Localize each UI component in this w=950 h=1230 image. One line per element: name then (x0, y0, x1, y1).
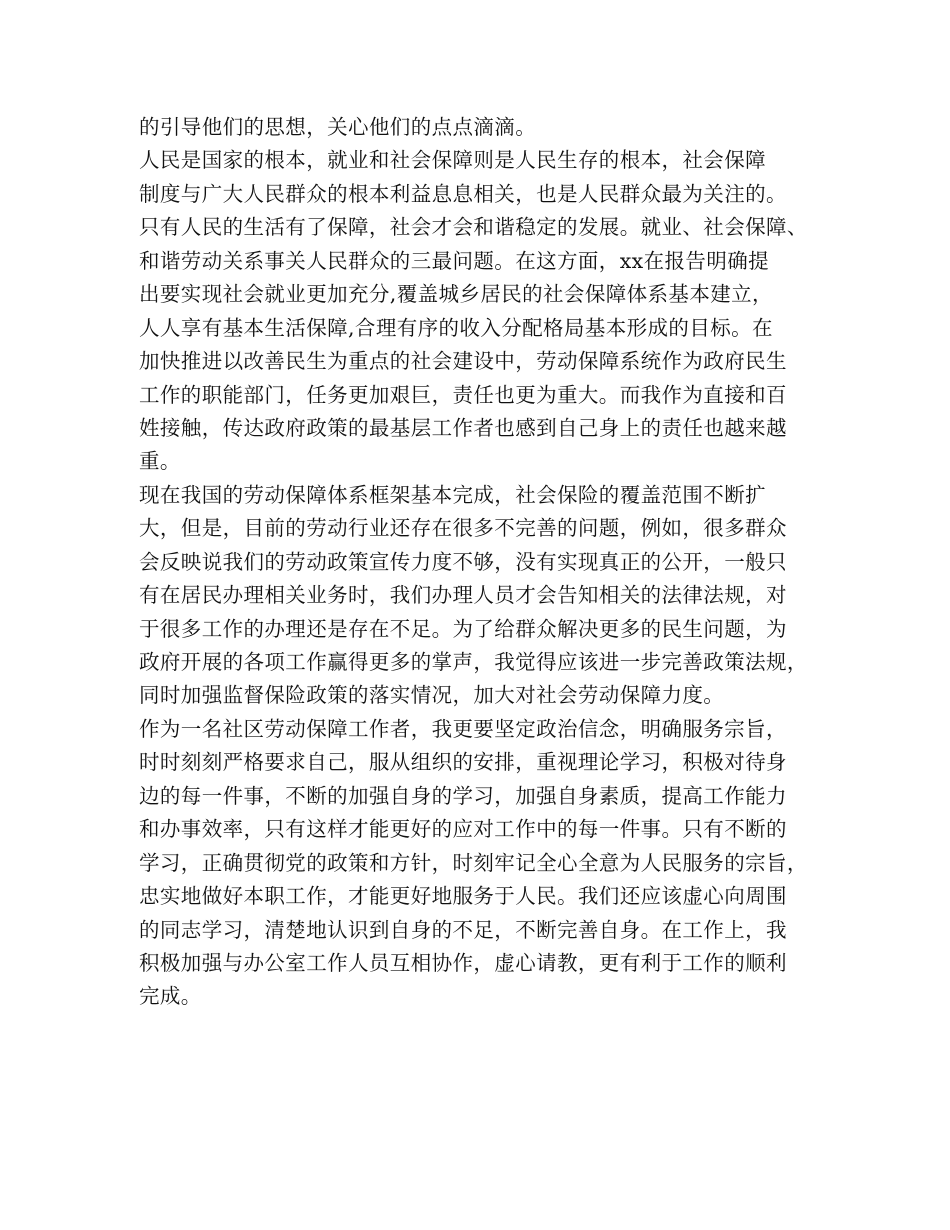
text-line: 有在居民办理相关业务时，我们办理人员才会告知相关的法律法规，对 (139, 583, 787, 608)
document-body (139, 111, 829, 1014)
text-line: 重。 (139, 449, 181, 474)
text-line: 现在我国的劳动保障体系框架基本完成，社会保险的覆盖范围不断扩 (139, 482, 766, 507)
text-line: 和谐劳动关系事关人民群众的三最问题。在这方面，xx在报告明确提 (139, 248, 770, 273)
text-line: 政府开展的各项工作赢得更多的掌声，我觉得应该进一步完善政策法规， (139, 650, 808, 674)
text-line: 工作的职能部门，任务更加艰巨，责任也更为重大。而我作为直接和百 (139, 382, 787, 407)
text-line: 会反映说我们的劳动政策宣传力度不够，没有实现真正的公开，一般只 (139, 549, 787, 574)
text-line: 于很多工作的办理还是存在不足。为了给群众解决更多的民生问题，为 (139, 616, 787, 641)
text-line: 大，但是，目前的劳动行业还存在很多不完善的问题，例如，很多群众 (139, 516, 787, 541)
text-line: 人人享有基本生活保障,合理有序的收入分配格局基本形成的目标。在 (139, 315, 773, 340)
text-line: 积极加强与办公室工作人员互相协作，虚心请教，更有利于工作的顺利 (139, 950, 787, 975)
text-line: 同时加强监督保险政策的落实情况，加大对社会劳动保障力度。 (139, 683, 725, 708)
text-line: 姓接触，传达政府政策的最基层工作者也感到自己身上的责任也越来越 (139, 415, 787, 440)
text-line: 时时刻刻严格要求自己，服从组织的安排，重视理论学习，积极对待身 (139, 750, 787, 775)
text-line: 人民是国家的根本，就业和社会保障则是人民生存的根本，社会保障 (139, 148, 766, 173)
text-line: 的引导他们的思想，关心他们的点点滴滴。 (139, 115, 537, 139)
text-line: 忠实地做好本职工作，才能更好地服务于人民。我们还应该虚心向周围 (139, 884, 787, 909)
text-line: 学习，正确贯彻党的政策和方针，时刻牢记全心全意为人民服务的宗旨， (139, 850, 808, 875)
text-line: 只有人民的生活有了保障，社会才会和谐稳定的发展。就业、社会保障、 (139, 215, 808, 240)
text-line: 完成。 (139, 984, 202, 1009)
text-line: 的同志学习，清楚地认识到自身的不足，不断完善自身。在工作上，我 (139, 917, 787, 942)
text-line: 边的每一件事，不断的加强自身的学习，加强自身素质，提高工作能力 (139, 783, 787, 808)
text-line: 和办事效率，只有这样才能更好的应对工作中的每一件事。只有不断的 (139, 817, 787, 842)
text-line: 制度与广大人民群众的根本利益息息相关，也是人民群众最为关注的。 (139, 181, 787, 206)
text-line: 出要实现社会就业更加充分,覆盖城乡居民的社会保障体系基本建立， (139, 282, 773, 307)
text-line: 作为一名社区劳动保障工作者，我更要坚定政治信念，明确服务宗旨， (139, 716, 787, 741)
text-line: 加快推进以改善民生为重点的社会建设中，劳动保障系统作为政府民生 (139, 349, 787, 374)
